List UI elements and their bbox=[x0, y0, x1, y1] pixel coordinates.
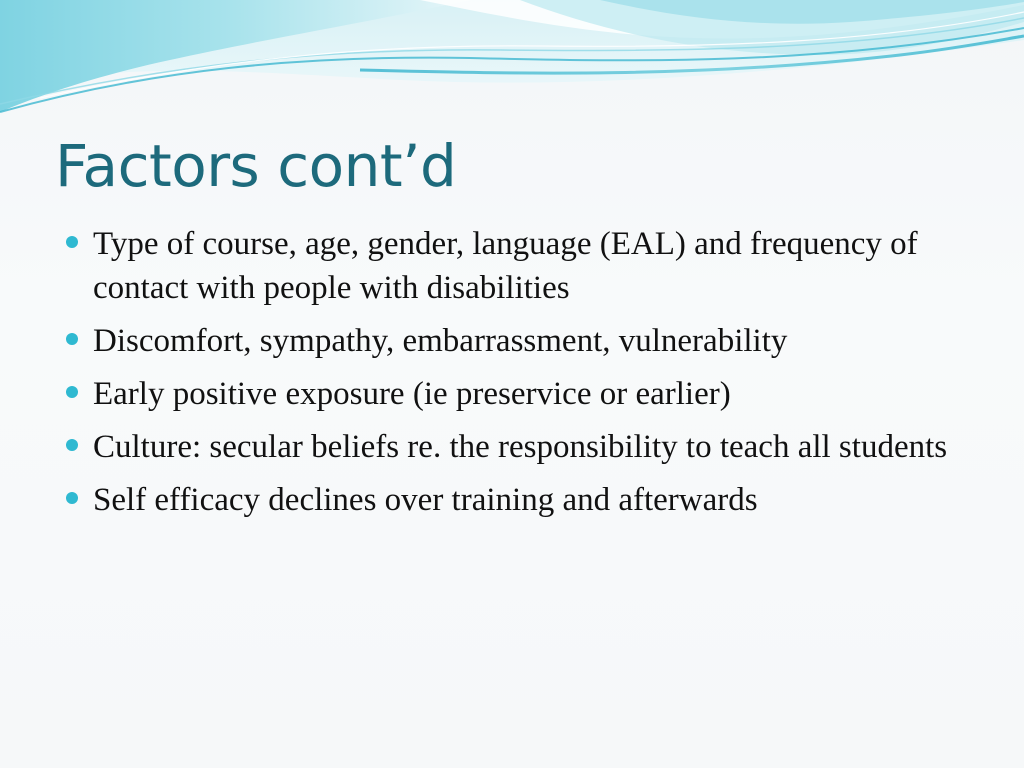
bullet-item bbox=[62, 425, 962, 469]
bullet-text: Type of course, age, gender, language (EAL) and frequency of contact with people with disabilities bbox=[93, 226, 918, 306]
bullet-icon bbox=[66, 439, 78, 451]
bullet-text: Discomfort, sympathy, embarrassment, vulnerability bbox=[93, 323, 788, 359]
bullet-text: Self efficacy declines over training and afterwards bbox=[93, 482, 758, 518]
bullet-icon bbox=[66, 492, 78, 504]
bullet-item bbox=[62, 372, 962, 416]
bullet-text: Culture: secular beliefs re. the responsibility to teach all students bbox=[93, 429, 948, 465]
slide-title: Factors cont’d bbox=[55, 132, 457, 200]
bullet-icon bbox=[66, 386, 78, 398]
bullet-list bbox=[62, 222, 962, 531]
bullet-item bbox=[62, 319, 962, 363]
bullet-icon bbox=[66, 236, 78, 248]
bullet-icon bbox=[66, 333, 78, 345]
bullet-text: Early positive exposure (ie preservice or earlier) bbox=[93, 376, 731, 412]
bullet-item bbox=[62, 222, 962, 310]
wave-banner-decoration bbox=[0, 0, 1024, 125]
bullet-item bbox=[62, 478, 962, 522]
